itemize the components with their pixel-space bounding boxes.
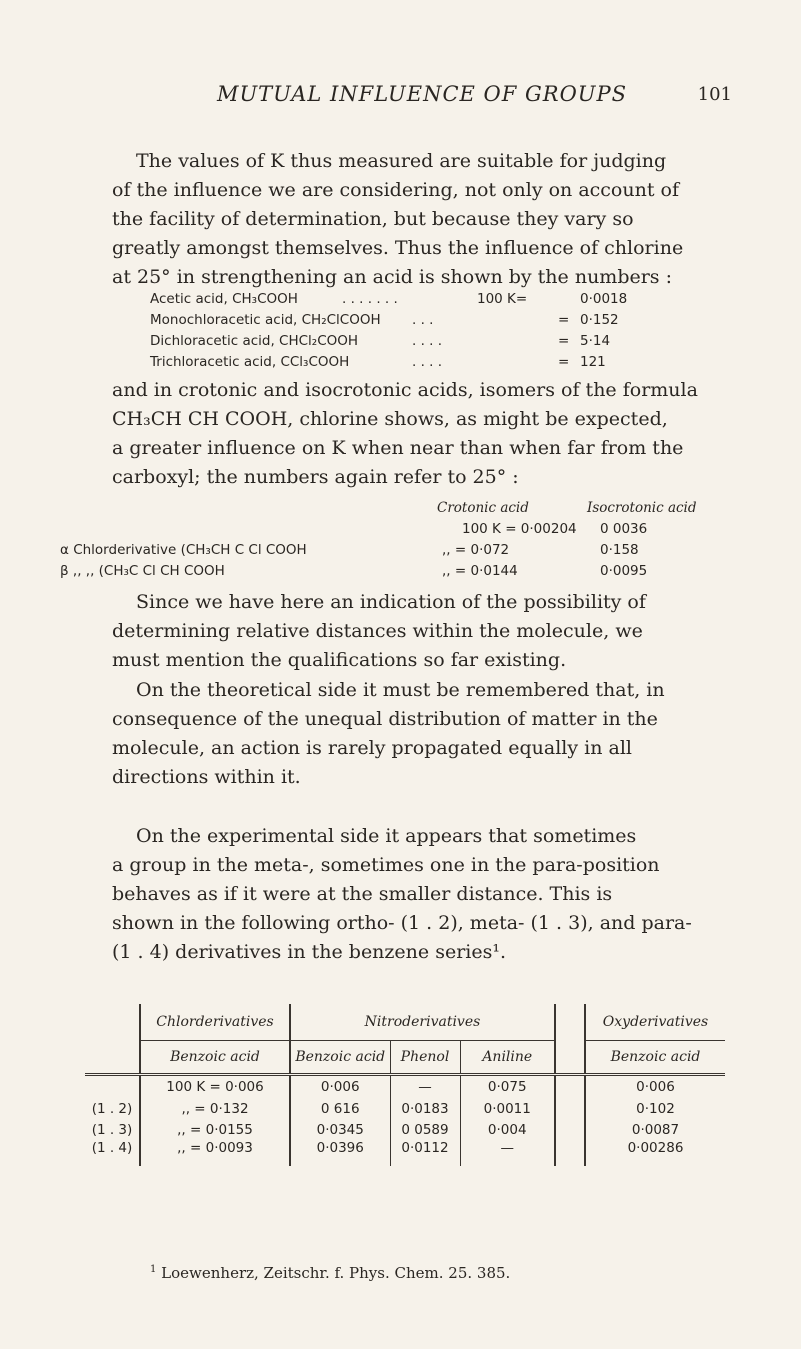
text-line: consequence of the unequal distribution of matter in the	[112, 708, 658, 730]
crotonic-row	[60, 521, 740, 542]
text-line: CH₃CH CH COOH, chlorine shows, as might be expected,	[112, 408, 668, 430]
paragraph-2	[112, 376, 738, 492]
crotonic-row	[60, 563, 740, 584]
group-header: Nitroderivatives	[290, 1004, 555, 1040]
table-row	[85, 1140, 725, 1166]
footnote-text: Loewenherz, Zeitschr. f. Phys. Chem. 25. 385.	[161, 1264, 511, 1282]
text-line: greatly amongst themselves. Thus the influence of chlorine	[112, 237, 684, 259]
paragraph-5	[112, 822, 762, 967]
leader-dots: . . . .	[412, 333, 443, 349]
text-line: and in crotonic and isocrotonic acids, isomers of the formula	[112, 379, 698, 401]
position-label: (1 . 2)	[91, 1100, 133, 1117]
footnote	[150, 1264, 510, 1282]
acid-value: 121	[580, 354, 606, 370]
paragraph-1	[112, 147, 762, 292]
row-label: α Chlorderivative (CH₃CH C Cl COOH	[60, 542, 307, 558]
acid-prefix: 100 K=	[477, 291, 528, 307]
running-header	[112, 82, 732, 112]
text-line: On the experimental side it appears that sometimes	[136, 825, 637, 847]
table-cell: 0·102	[585, 1098, 725, 1119]
table-cell: 0·0345	[290, 1119, 390, 1140]
crotonic-value: 100 K = 0·00204	[462, 521, 577, 537]
acids-row	[150, 289, 750, 310]
acid-name: Acetic acid, CH₃COOH	[150, 291, 298, 307]
position-label	[85, 1074, 140, 1098]
leader-dots: . . .	[412, 312, 434, 328]
table-cell: ,, = 0·0093	[140, 1140, 290, 1166]
text-line: (1 . 4) derivatives in the benzene series¹.	[112, 941, 506, 963]
leader-dots: . . . . . . .	[342, 291, 398, 307]
table-cell: 0·006	[290, 1074, 390, 1098]
text-line: behaves as if it were at the smaller distance. This is	[112, 883, 613, 905]
text-line: the facility of determination, but because they vary so	[112, 208, 634, 230]
table-cell: ,, = 0·0155	[140, 1119, 290, 1140]
page-number: 101	[697, 84, 732, 105]
crotonic-table	[60, 500, 740, 584]
table-row	[85, 1119, 725, 1140]
isocrotonic-header: Isocrotonic acid	[587, 500, 697, 516]
table-cell: 0·004	[460, 1119, 555, 1140]
group-header-row	[85, 1004, 725, 1040]
text-line: determining relative distances within the molecule, we	[112, 620, 643, 642]
acid-prefix: =	[558, 354, 570, 370]
footnote-marker: 1	[150, 1264, 157, 1275]
acids-row	[150, 331, 750, 352]
text-line: Since we have here an indication of the possibility of	[136, 591, 646, 613]
paragraph-4	[112, 676, 762, 792]
column-header: Benzoic acid	[140, 1040, 290, 1074]
acids-row	[150, 310, 750, 331]
group-header: Chlorderivatives	[140, 1004, 290, 1040]
page-title: MUTUAL INFLUENCE OF GROUPS	[216, 82, 628, 106]
text-line: of the influence we are considering, not only on account of	[112, 179, 679, 201]
table-cell: —	[390, 1074, 460, 1098]
column-header: Benzoic acid	[290, 1040, 390, 1074]
acid-value: 5·14	[580, 333, 611, 349]
text-line: shown in the following ortho- (1 . 2), meta- (1 . 3), and para-	[112, 912, 692, 934]
row-label: β ,, ,, (CH₃C Cl CH COOH	[60, 563, 225, 579]
crotonic-header: Crotonic acid	[437, 500, 529, 516]
table-cell: —	[460, 1140, 555, 1166]
crotonic-row	[60, 542, 740, 563]
text-line: On the theoretical side it must be remembered that, in	[136, 679, 665, 701]
text-line: at 25° in strengthening an acid is shown by the numbers :	[112, 266, 672, 288]
acid-prefix: =	[558, 333, 570, 349]
text-line: directions within it.	[112, 766, 301, 788]
acid-prefix: =	[558, 312, 570, 328]
crotonic-value: ,, = 0·072	[442, 542, 510, 558]
acids-row	[150, 352, 750, 373]
position-label: (1 . 3)	[91, 1121, 133, 1138]
text-line: a greater influence on K when near than when far from the	[112, 437, 684, 459]
acid-value: 0·152	[580, 312, 619, 328]
benzene-table	[85, 1004, 725, 1166]
table-cell: ,, = 0·132	[140, 1098, 290, 1119]
acid-name: Monochloracetic acid, CH₂ClCOOH	[150, 312, 381, 328]
paragraph-3	[112, 588, 762, 675]
isocrotonic-value: 0·0095	[600, 563, 648, 579]
text-line: a group in the meta-, sometimes one in the para-position	[112, 854, 660, 876]
acids-table	[150, 289, 750, 373]
table-cell: 0·006	[585, 1074, 725, 1098]
table-row	[85, 1074, 725, 1098]
column-header-row	[85, 1040, 725, 1074]
acid-name: Trichloracetic acid, CCl₃COOH	[150, 354, 350, 370]
group-header: Oxyderivatives	[585, 1004, 725, 1040]
isocrotonic-value: 0 0036	[600, 521, 648, 537]
table-cell: 0·00286	[585, 1140, 725, 1166]
table-cell: 100 K = 0·006	[140, 1074, 290, 1098]
acid-value: 0·0018	[580, 291, 628, 307]
text-line: carboxyl; the numbers again refer to 25° :	[112, 466, 519, 488]
table-cell: 0·075	[460, 1074, 555, 1098]
table-cell: 0·0183	[390, 1098, 460, 1119]
leader-dots: . . . .	[412, 354, 443, 370]
text-line: must mention the qualifications so far existing.	[112, 649, 567, 671]
crotonic-value: ,, = 0·0144	[442, 563, 518, 579]
table-cell: 0·0396	[290, 1140, 390, 1166]
table-cell: 0·0087	[585, 1119, 725, 1140]
text-line: The values of K thus measured are suitable for judging	[136, 150, 667, 172]
table-cell: 0·0112	[390, 1140, 460, 1166]
column-header: Benzoic acid	[585, 1040, 725, 1074]
table-row	[85, 1098, 725, 1119]
isocrotonic-value: 0·158	[600, 542, 639, 558]
column-header: Phenol	[390, 1040, 460, 1074]
table-cell: 0 0589	[390, 1119, 460, 1140]
acid-name: Dichloracetic acid, CHCl₂COOH	[150, 333, 359, 349]
text-line: molecule, an action is rarely propagated equally in all	[112, 737, 632, 759]
crotonic-header-row	[60, 500, 740, 521]
column-header: Aniline	[460, 1040, 555, 1074]
table-cell: 0·0011	[460, 1098, 555, 1119]
table-cell: 0 616	[290, 1098, 390, 1119]
position-label: (1 . 4)	[91, 1140, 133, 1156]
